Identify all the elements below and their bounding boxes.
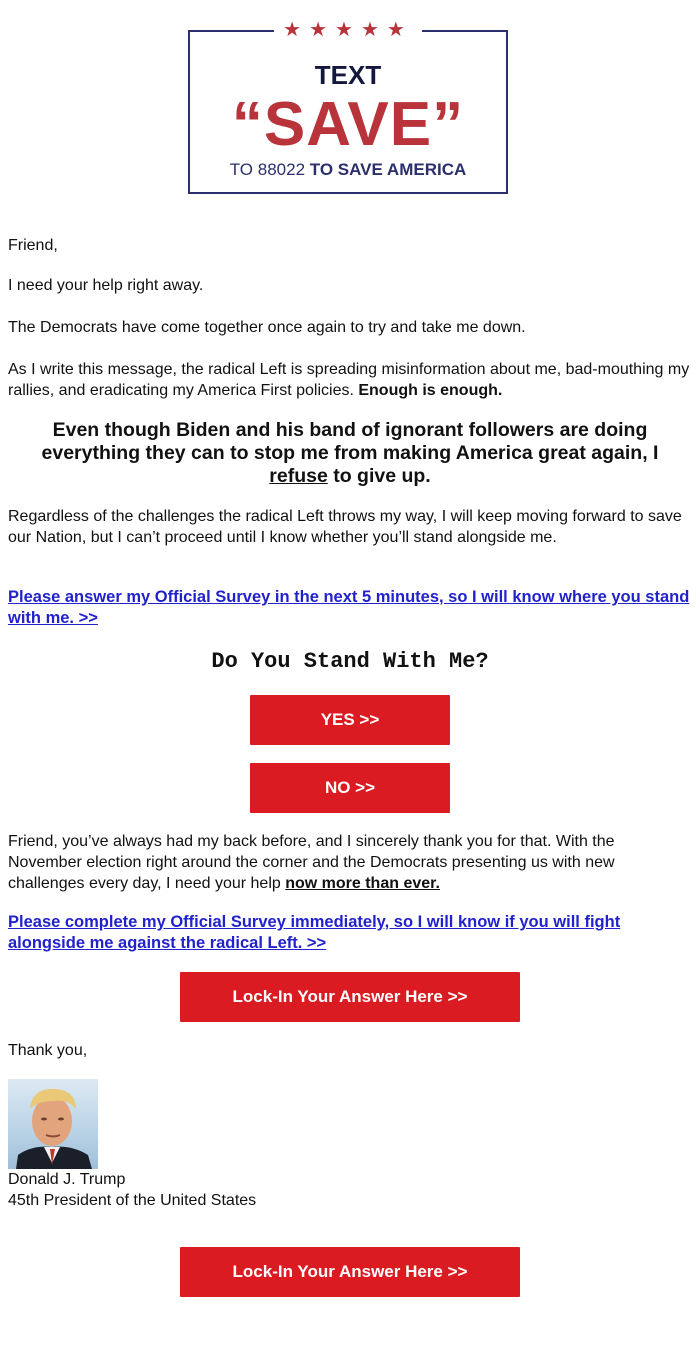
text-save-banner xyxy=(188,17,508,194)
banner-save-america: TO SAVE AMERICA xyxy=(309,160,467,179)
signer-name: Donald J. Trump xyxy=(8,1171,126,1188)
paragraph-democrats: The Democrats have come together once again to try and take me down. xyxy=(8,319,526,336)
headline-refuse: refuse xyxy=(269,465,328,487)
lock-in-button-1[interactable]: Lock-In Your Answer Here >> xyxy=(180,972,520,1022)
portrait-icon xyxy=(8,1079,98,1169)
lock-in-button-2[interactable]: Lock-In Your Answer Here >> xyxy=(180,1247,520,1297)
paragraph-misinformation xyxy=(8,359,692,401)
banner-text-label: TEXT xyxy=(314,60,382,90)
headline-text: Even though Biden and his band of ignorant followers are doing everything they can to stop me from making America great again, I xyxy=(41,419,659,464)
paragraph-friend-text: Friend, you’ve always had my back before, and I sincerely thank you for that. With the November election right around the corner and the Democrats presenting us with new challenges every day, I need your help xyxy=(8,833,615,892)
banner-save-keyword: “SAVE” xyxy=(231,90,465,159)
stars-icon: ★★★★★ xyxy=(274,17,422,41)
survey-question: Do You Stand With Me? xyxy=(211,649,489,674)
no-button[interactable]: NO >> xyxy=(250,763,450,813)
now-more-than-ever: now more than ever. xyxy=(285,875,440,892)
survey-link-2[interactable]: Please complete my Official Survey immediately, so I will know if you will fight alongside me against the radical Left. >> xyxy=(8,913,621,952)
paragraph-friend xyxy=(8,831,692,894)
banner-shortcode: TO 88022 xyxy=(229,160,306,179)
paragraph-regardless: Regardless of the challenges the radical Left throws my way, I will keep moving forward to save our Nation, but I can’t proceed until I know whether you’ll stand alongside me. xyxy=(8,508,682,546)
headline-end: to give up. xyxy=(333,465,431,487)
yes-button[interactable]: YES >> xyxy=(250,695,450,745)
paragraph-misinformation-text: As I write this message, the radical Left is spreading misinformation about me, bad-mouthing my rallies, and eradicating my America First policies. xyxy=(8,361,690,399)
signer-title: 45th President of the United States xyxy=(8,1192,257,1209)
greeting: Friend, xyxy=(8,237,58,254)
paragraph-help: I need your help right away. xyxy=(8,277,204,294)
headline xyxy=(20,419,680,488)
banner-shortcode-line xyxy=(190,159,506,181)
enough-is-enough: Enough is enough. xyxy=(358,382,503,399)
survey-link-1[interactable]: Please answer my Official Survey in the next 5 minutes, so I will know where you stand with me. >> xyxy=(8,588,690,627)
closing: Thank you, xyxy=(8,1042,88,1059)
signer-photo xyxy=(8,1079,98,1169)
